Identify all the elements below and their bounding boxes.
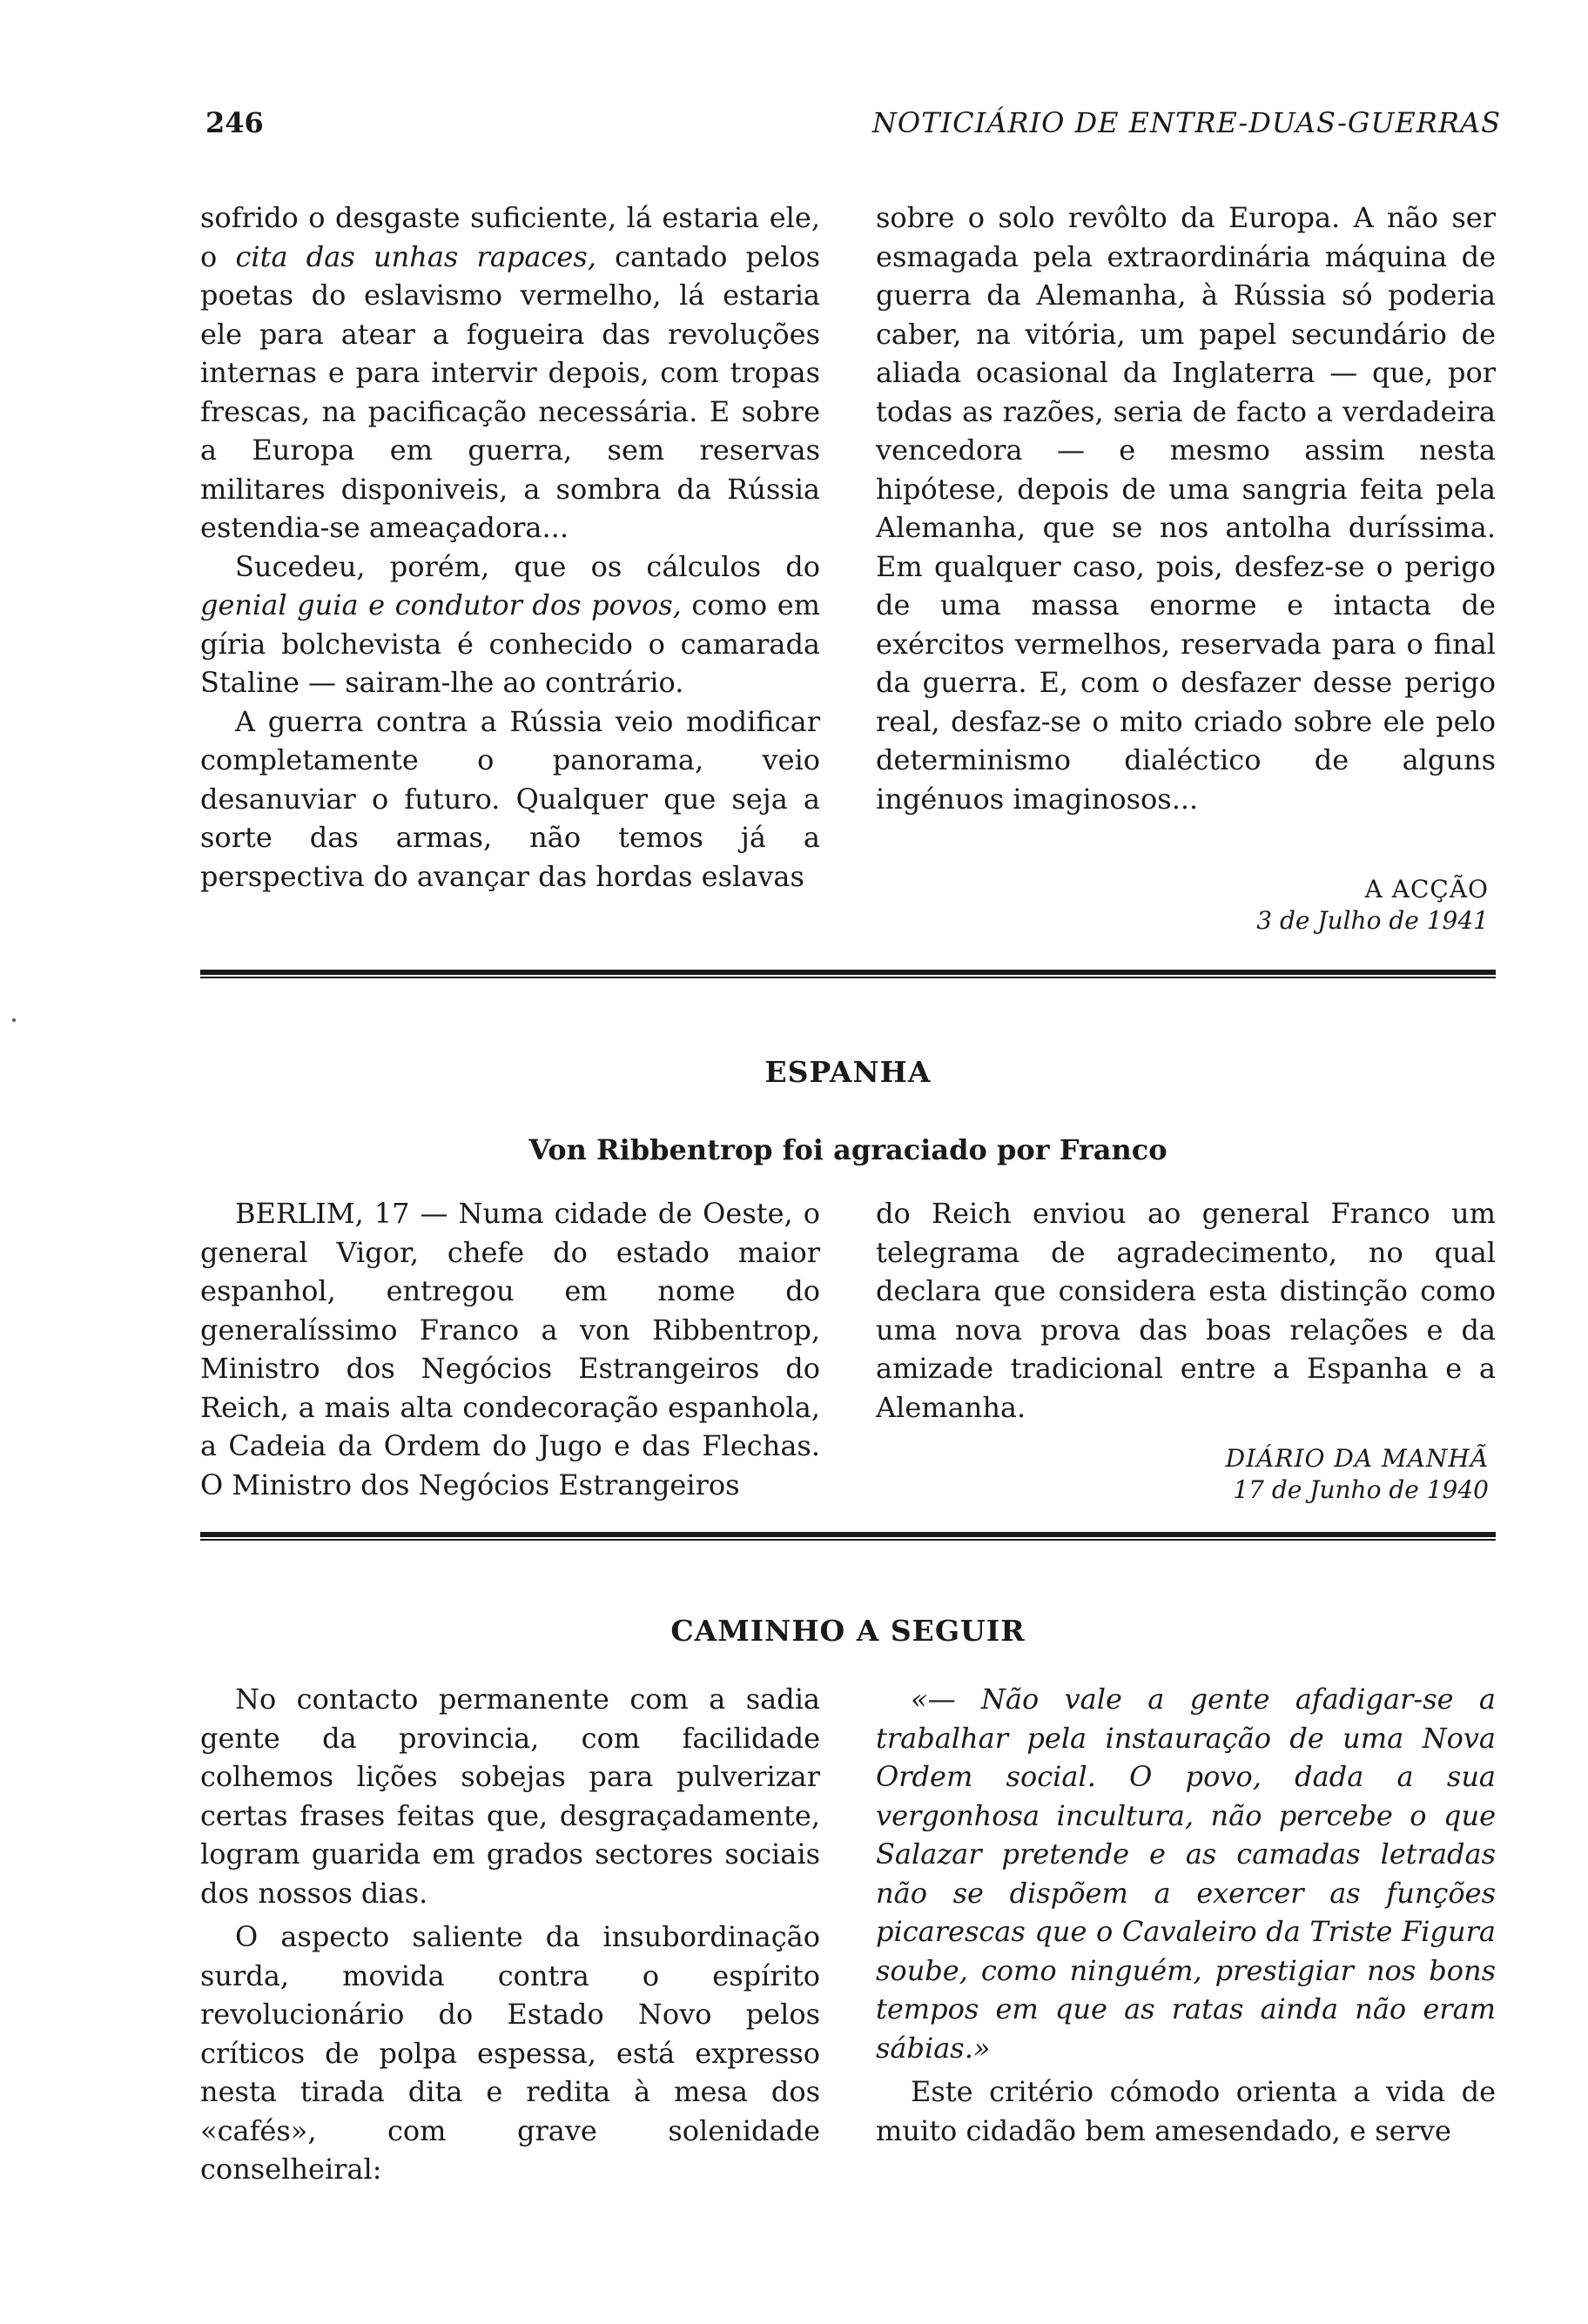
section-title: ESPANHA	[764, 1055, 932, 1089]
article1-paragraph	[200, 198, 820, 547]
article1-paragraph: sobre o solo revôlto da Europa. A não ser esmagada pela extraordinária máquina de guerra da Alemanha, à Rússia só poderia caber, na vitória, um papel secundário de aliada ocasional da Inglaterra — que, por todas as razões, seria de facto a verdadeira vencedora — e mesmo assim nesta hipótese, depois de uma sangria feita pela Alemanha, que se nos antolha duríssima. Em qualquer caso, pois, desfez-se o perigo de uma massa enorme e intacta de exércitos vermelhos, reservada para o final da guerra. E, com o desfazer desse perigo real, desfaz-se o mito criado sobre ele pelo determinismo dialéctico de alguns ingénuos imaginosos...	[876, 201, 1496, 816]
italic-phrase: genial guia e condutor dos povos,	[200, 588, 682, 621]
article3-paragraph: No contacto permanente com a sadia gente da provincia, com facilidade colhemos lições sobejas para pulverizar certas frases feitas que, desgraçadamente, logram guarida em grados sectores sociais dos nossos dias.	[200, 1683, 820, 1910]
scan-speck	[12, 1018, 16, 1022]
source-name: A ACÇÃO	[1364, 875, 1489, 903]
article3-right-column	[876, 1680, 1496, 2150]
article1-paragraph	[200, 547, 820, 702]
article1-left-column	[200, 198, 820, 896]
article3-quote	[876, 1680, 1496, 2067]
text-run: Sucedeu, porém, que os cálculos do	[235, 549, 820, 583]
source-date: 17 de Junho de 1940	[1233, 1475, 1489, 1504]
page-number: 246	[205, 106, 264, 139]
text-run: sofrido o desgaste suficiente, lá estaria ele, o	[200, 201, 820, 273]
section-subtitle: Von Ribbentrop foi agraciado por Franco	[528, 1133, 1167, 1166]
article3-left-column	[200, 1680, 820, 2189]
article2-right-column	[876, 1194, 1496, 1427]
italic-quote: «— Não vale a gente afadigar-se a trabalhar pela instauração de uma Nova Ordem social. O povo, dada a sua vergonhosa incultura, não percebe o que Salazar pretende e as camadas letradas não se dispõem a exercer as funções picarescas que o Cavaleiro da Triste Figura soube, como ninguém, prestigiar nos bons tempos em que as ratas ainda não eram sábias.»	[876, 1683, 1496, 2065]
article1-signature	[876, 874, 1489, 937]
text-run: cantado pelos poetas do eslavismo vermelho, lá estaria ele para atear a fogueira das revoluções internas e para intervir depois, com tropas frescas, na pacificação necessária. E sobre a Europa em guerra, sem reservas militares disponiveis, a sombra da Rússia estendia-se ameaçadora...	[200, 239, 821, 544]
article1-right-column	[876, 198, 1496, 818]
article2-signature	[876, 1443, 1489, 1506]
article2-left-column	[200, 1194, 820, 1504]
running-title: NOTICIÁRIO DE ENTRE-DUAS-GUERRAS	[871, 106, 1501, 139]
source-name: DIÁRIO DA MANHÃ	[1225, 1444, 1489, 1473]
source-date: 3 de Julho de 1941	[1256, 906, 1489, 935]
text-run: como em gíria bolchevista é conhecido o camarada Staline — sairam-lhe ao contrário.	[200, 588, 820, 699]
article2-paragraph: BERLIM, 17 — Numa cidade de Oeste, o general Vigor, chefe do estado maior espanhol, entregou em nome do generalíssimo Franco a von Ribbentrop, Ministro dos Negócios Estrangeiros do Reich, a mais alta condecoração espanhola, a Cadeia da Ordem do Jugo e das Flechas. O Ministro dos Negócios Estrangeiros	[200, 1197, 820, 1501]
section-divider	[200, 970, 1496, 975]
section-title: CAMINHO A SEGUIR	[670, 1614, 1026, 1648]
article3-paragraph: O aspecto saliente da insubordinação surda, movida contra o espírito revolucionário do Estado Novo pelos críticos de polpa espessa, está expresso nesta tirada dita e redita à mesa dos «cafés», com grave solenidade conselheiral:	[200, 1920, 820, 2186]
section-divider-thin	[200, 977, 1496, 978]
section-divider-thin	[200, 1539, 1496, 1541]
italic-phrase: cita das unhas rapaces,	[235, 239, 596, 273]
section-divider	[200, 1532, 1496, 1537]
article2-paragraph: do Reich enviou ao general Franco um telegrama de agradecimento, no qual declara que considera esta distinção como uma nova prova das boas relações e da amizade tradicional entre a Espanha e a Alemanha.	[876, 1197, 1496, 1424]
article1-paragraph: A guerra contra a Rússia veio modificar completamente o panorama, veio desanuviar o futuro. Qualquer que seja a sorte das armas, não temos já a perspectiva do avançar das hordas eslavas	[200, 704, 820, 893]
article3-paragraph: Este critério cómodo orienta a vida de muito cidadão bem amesendado, e serve	[876, 2075, 1496, 2147]
